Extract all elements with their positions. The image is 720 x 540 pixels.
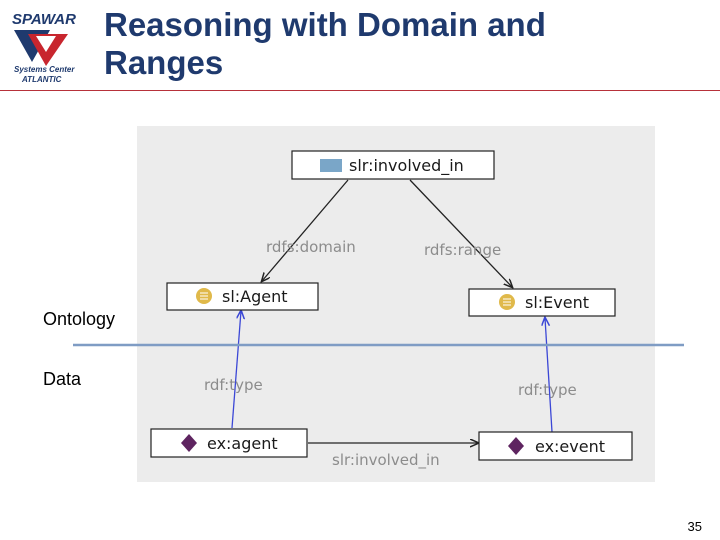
- involved-in-label: slr:involved_in: [332, 451, 440, 469]
- event-instance-node: [479, 432, 632, 460]
- agent-instance-node: [151, 429, 307, 457]
- domain-label: rdfs:domain: [266, 238, 356, 256]
- ontology-layer-label: Ontology: [43, 309, 116, 329]
- slide-title-line1: Reasoning with Domain and: [104, 6, 546, 43]
- type-agent-label: rdf:type: [204, 376, 263, 394]
- event-class-label: sl:Event: [525, 293, 590, 312]
- type-event-label: rdf:type: [518, 381, 577, 399]
- logo-line2: Systems Center: [14, 65, 75, 74]
- property-node-label: slr:involved_in: [349, 156, 464, 175]
- agent-class-node: [167, 283, 318, 310]
- agent-instance-label: ex:agent: [207, 434, 278, 453]
- logo-line3: ATLANTIC: [22, 75, 62, 84]
- logo-name: SPAWAR: [12, 11, 76, 28]
- property-node: [292, 151, 494, 179]
- slide-title-line2: Ranges: [104, 44, 224, 81]
- event-class-node: [469, 289, 615, 316]
- agent-class-label: sl:Agent: [222, 287, 288, 306]
- range-label: rdfs:range: [424, 241, 502, 259]
- property-icon: [320, 159, 342, 172]
- data-layer-label: Data: [43, 369, 82, 389]
- event-instance-label: ex:event: [535, 437, 605, 456]
- page-number: 35: [687, 519, 702, 534]
